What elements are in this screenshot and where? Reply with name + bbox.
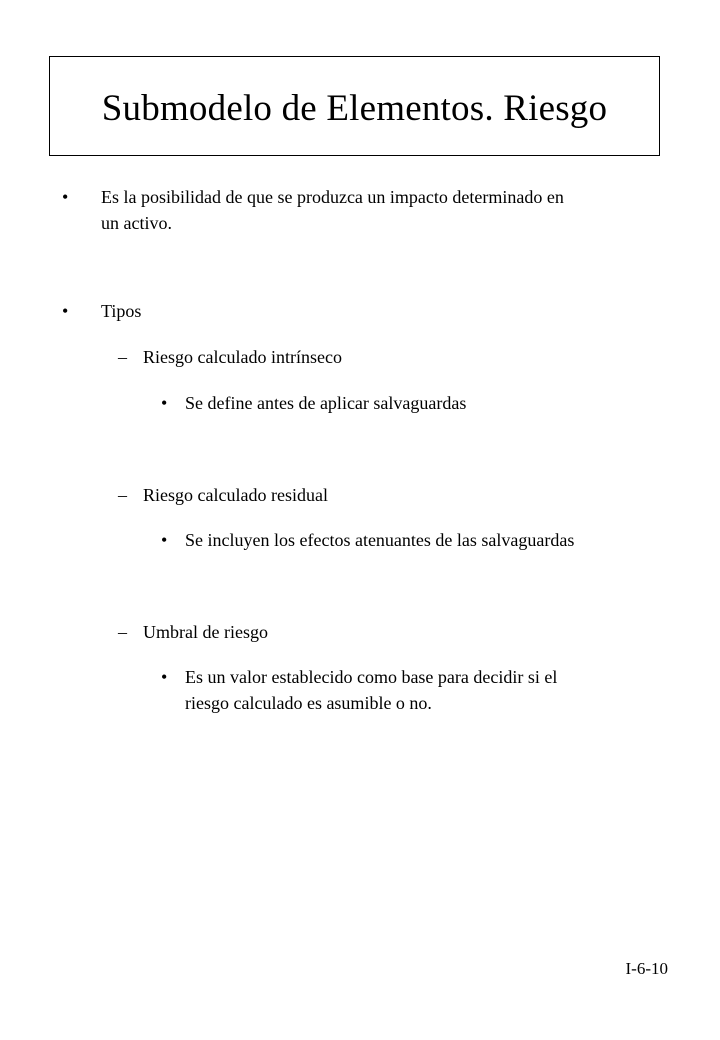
types-heading: Tipos [101, 301, 142, 321]
type-threshold-label: Umbral de riesgo [143, 622, 268, 642]
type-threshold-detail-line-1: Es un valor establecido como base para decidir si el [185, 667, 558, 687]
dash-marker: – [118, 485, 127, 505]
page-number: I-6-10 [625, 959, 668, 978]
definition-line-1: Es la posibilidad de que se produzca un impacto determinado en [101, 187, 564, 207]
type-residual-detail: Se incluyen los efectos atenuantes de las salvaguardas [185, 530, 575, 550]
bullet-marker: • [161, 667, 168, 687]
title-box [49, 56, 660, 156]
bullet-marker: • [62, 301, 69, 321]
bullet-marker: • [161, 393, 168, 413]
bullet-marker: • [161, 530, 168, 550]
slide-title: Submodelo de Elementos. Riesgo [101, 87, 608, 129]
definition-line-2: un activo. [101, 213, 172, 233]
type-intrinsic-label: Riesgo calculado intrínseco [143, 347, 342, 367]
type-residual-label: Riesgo calculado residual [143, 485, 328, 505]
dash-marker: – [118, 347, 127, 367]
dash-marker: – [118, 622, 127, 642]
type-intrinsic-detail: Se define antes de aplicar salvaguardas [185, 393, 467, 413]
bullet-marker: • [62, 187, 69, 207]
type-threshold-detail-line-2: riesgo calculado es asumible o no. [185, 693, 432, 713]
